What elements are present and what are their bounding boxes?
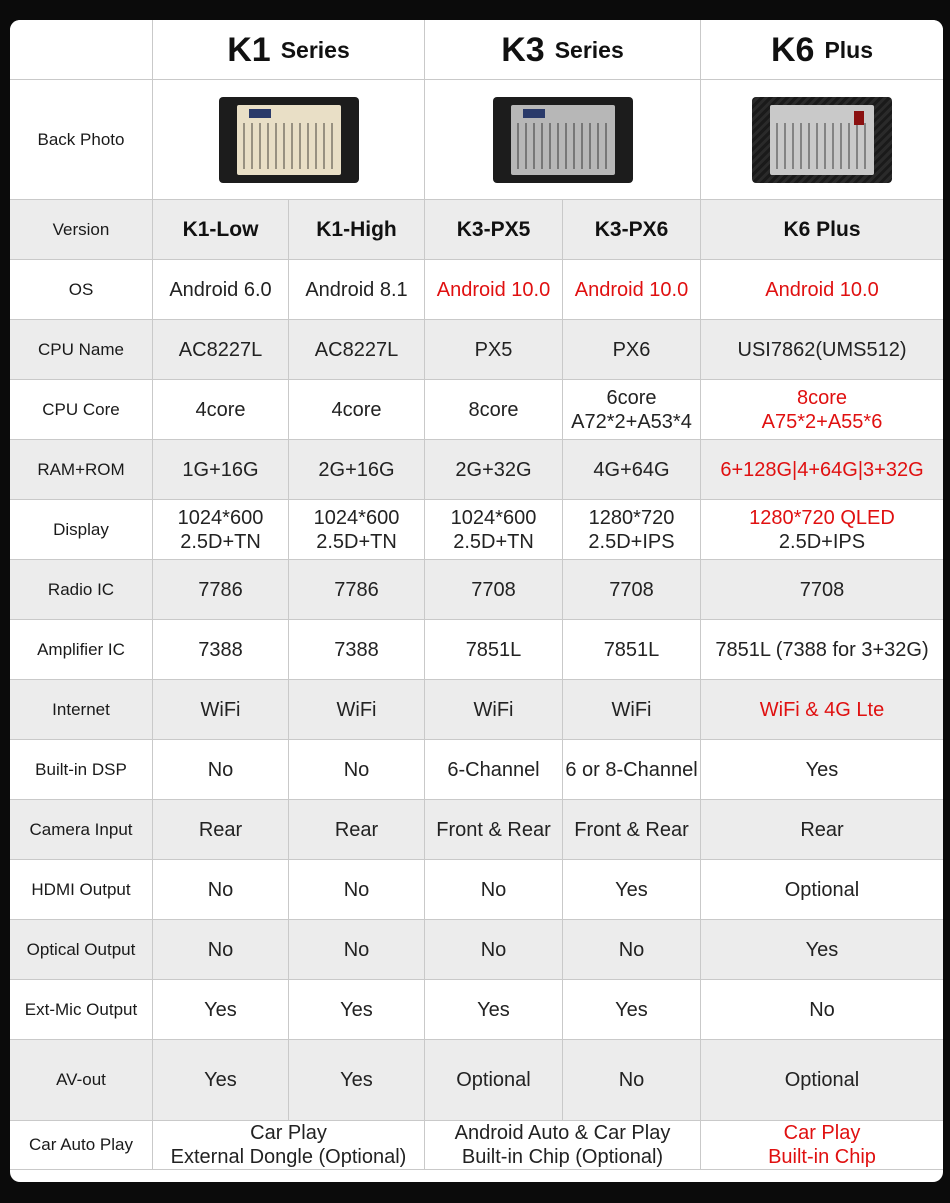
spec-value: 7708 (609, 578, 654, 601)
back-photo-k1 (153, 80, 425, 200)
spec-cell (701, 440, 943, 500)
spec-cell (153, 380, 289, 440)
spec-cell (563, 320, 701, 380)
spec-cell (289, 260, 425, 320)
carplay-k3-line2: Built-in Chip (Optional) (461, 1146, 664, 1168)
spec-cell (153, 1040, 289, 1121)
spec-value: 7851L (465, 638, 522, 661)
spec-cell (153, 560, 289, 620)
spec-value: PX6 (612, 338, 651, 361)
spec-value: Optional (784, 878, 860, 901)
version-k3-px6: K3-PX6 (563, 200, 701, 260)
spec-cell (425, 260, 563, 320)
carplay-k6 (701, 1121, 943, 1170)
spec-cell (425, 920, 563, 980)
spec-value: 7388 (334, 638, 379, 661)
spec-value: WiFi (473, 698, 514, 721)
carplay-k1 (153, 1121, 425, 1170)
spec-value: WiFi (336, 698, 377, 721)
spec-value: Front & Rear (436, 818, 551, 841)
spec-value: 7708 (471, 578, 516, 601)
spec-value: No (207, 758, 234, 781)
spec-cell (289, 680, 425, 740)
row-label-hdmi-output: HDMI Output (10, 860, 153, 920)
series-header-k3: K3 Series (425, 20, 701, 80)
spec-value: WiFi & 4G Lte (759, 698, 885, 721)
version-k3-px5: K3-PX5 (425, 200, 563, 260)
spec-value: Yes (477, 998, 510, 1021)
spec-value: 6 or 8-Channel (565, 758, 698, 781)
spec-value: 2G+16G (318, 458, 395, 481)
back-photo-k3 (425, 80, 701, 200)
carplay-k3-line1: Android Auto & Car Play (454, 1122, 671, 1144)
spec-cell (425, 800, 563, 860)
row-label-cpu-name: CPU Name (10, 320, 153, 380)
spec-cell (289, 800, 425, 860)
carplay-k6-line2: Built-in Chip (768, 1146, 876, 1168)
spec-value: Yes (805, 758, 839, 781)
spec-value: 7388 (198, 638, 243, 661)
spec-cell (153, 920, 289, 980)
spec-value: Optional (784, 1069, 860, 1091)
spec-value: No (480, 878, 507, 901)
spec-cell (563, 380, 701, 440)
spec-cell (425, 620, 563, 680)
row-label-ext-mic-output: Ext-Mic Output (10, 980, 153, 1040)
spec-cell (153, 860, 289, 920)
spec-cell (289, 620, 425, 680)
row-label-radio-ic: Radio IC (10, 560, 153, 620)
spec-value: WiFi (611, 698, 652, 721)
spec-value: 1024*600 (450, 506, 537, 529)
comparison-card (10, 20, 943, 1182)
row-label-camera-input: Camera Input (10, 800, 153, 860)
spec-cell (425, 740, 563, 800)
spec-cell (563, 680, 701, 740)
spec-cell (153, 980, 289, 1040)
row-label-back-photo: Back Photo (10, 80, 153, 200)
spec-cell (289, 500, 425, 560)
spec-cell (563, 500, 701, 560)
spec-value: 2.5D+TN (453, 530, 534, 553)
spec-cell (153, 680, 289, 740)
spec-value: Yes (615, 878, 648, 901)
spec-cell (425, 680, 563, 740)
spec-cell (563, 260, 701, 320)
spec-cell (425, 980, 563, 1040)
spec-cell (425, 560, 563, 620)
version-k1-high: K1-High (289, 200, 425, 260)
spec-cell (425, 860, 563, 920)
spec-value: 1280*720 (588, 506, 675, 529)
spec-value: Android 10.0 (765, 278, 879, 301)
spec-cell (701, 560, 943, 620)
head-unit-k6-image (752, 97, 892, 183)
spec-cell (153, 740, 289, 800)
spec-value: No (207, 878, 234, 901)
spec-value: 7786 (334, 578, 379, 601)
spec-value: Rear (198, 818, 243, 841)
spec-cell (153, 500, 289, 560)
header-corner (10, 20, 153, 80)
spec-value: Android 6.0 (169, 278, 272, 301)
spec-cell (425, 380, 563, 440)
spec-value: 6core (606, 386, 657, 409)
spec-cell (701, 980, 943, 1040)
row-label-display: Display (10, 500, 153, 560)
spec-value: Rear (334, 818, 379, 841)
spec-value: Front & Rear (574, 818, 689, 841)
spec-cell (425, 440, 563, 500)
spec-cell (289, 980, 425, 1040)
back-photo-k6 (701, 80, 943, 200)
spec-value: A72*2+A53*4 (571, 410, 692, 433)
spec-cell (701, 380, 943, 440)
spec-value: 1G+16G (182, 458, 259, 481)
row-label-optical-output: Optical Output (10, 920, 153, 980)
spec-value: Yes (204, 1069, 237, 1091)
spec-cell (289, 1040, 425, 1121)
spec-value: 2.5D+TN (180, 530, 261, 553)
spec-cell (289, 380, 425, 440)
row-label-ram-rom: RAM+ROM (10, 440, 153, 500)
spec-cell (153, 620, 289, 680)
spec-value: No (207, 938, 234, 961)
spec-value: WiFi (200, 698, 241, 721)
series-header-k6: K6 Plus (701, 20, 943, 80)
spec-cell (153, 260, 289, 320)
spec-value: 4G+64G (593, 458, 670, 481)
spec-cell (701, 860, 943, 920)
spec-value: 7708 (799, 578, 845, 601)
spec-cell (153, 440, 289, 500)
spec-cell (153, 320, 289, 380)
spec-value: Yes (340, 1069, 373, 1091)
spec-value: Android 10.0 (574, 278, 689, 301)
spec-cell (563, 920, 701, 980)
spec-value: A75*2+A55*6 (761, 410, 883, 433)
spec-value: 7786 (198, 578, 243, 601)
spec-cell (563, 560, 701, 620)
head-unit-k1-image (219, 97, 359, 183)
spec-cell (563, 440, 701, 500)
spec-value: Yes (340, 998, 373, 1021)
spec-cell (425, 500, 563, 560)
spec-value: Yes (204, 998, 237, 1021)
spec-value: Yes (805, 938, 839, 961)
spec-cell (425, 1040, 563, 1121)
spec-cell (563, 620, 701, 680)
spec-value: 4core (331, 398, 382, 421)
row-label-os: OS (10, 260, 153, 320)
row-label-internet: Internet (10, 680, 153, 740)
spec-value: 6-Channel (447, 758, 540, 781)
spec-cell (289, 560, 425, 620)
version-k1-low: K1-Low (153, 200, 289, 260)
spec-value: Android 10.0 (436, 278, 551, 301)
version-k6-plus: K6 Plus (701, 200, 943, 260)
spec-value: No (343, 938, 370, 961)
spec-cell (701, 620, 943, 680)
spec-cell (289, 740, 425, 800)
spec-value: AC8227L (178, 338, 263, 361)
row-label-built-in-dsp: Built-in DSP (10, 740, 153, 800)
spec-value: 8core (468, 398, 519, 421)
row-label-av-out: AV-out (10, 1040, 153, 1121)
spec-value: No (618, 938, 645, 961)
spec-value: Android 8.1 (305, 278, 408, 301)
spec-value: 1024*600 (313, 506, 400, 529)
spec-value: No (480, 938, 507, 961)
spec-value: 1280*720 QLED (749, 506, 895, 529)
row-label-amplifier-ic: Amplifier IC (10, 620, 153, 680)
series-header-k1: K1 Series (153, 20, 425, 80)
spec-cell (701, 260, 943, 320)
row-label-cpu-core: CPU Core (10, 380, 153, 440)
spec-cell (563, 980, 701, 1040)
spec-cell (701, 1040, 943, 1121)
spec-value: Rear (800, 818, 844, 841)
spec-cell (701, 740, 943, 800)
spec-cell (153, 800, 289, 860)
spec-value: USI7862(UMS512) (737, 338, 907, 361)
comparison-table (10, 20, 943, 1170)
head-unit-k3-image (493, 97, 633, 183)
spec-cell (701, 680, 943, 740)
spec-cell (563, 1040, 701, 1121)
spec-value: 2.5D+IPS (778, 530, 866, 553)
carplay-k3 (425, 1121, 701, 1170)
spec-value: Optional (456, 1069, 531, 1091)
row-label-version: Version (10, 200, 153, 260)
spec-value: 4core (195, 398, 246, 421)
spec-cell (289, 860, 425, 920)
spec-cell (563, 740, 701, 800)
spec-cell (289, 920, 425, 980)
spec-value: 6+128G|4+64G|3+32G (720, 458, 924, 481)
carplay-k6-line1: Car Play (783, 1122, 861, 1144)
spec-value: No (343, 878, 370, 901)
spec-cell (289, 320, 425, 380)
spec-value: No (618, 1069, 645, 1091)
spec-cell (563, 860, 701, 920)
spec-value: No (809, 998, 835, 1021)
spec-cell (701, 800, 943, 860)
carplay-k1-line2: External Dongle (Optional) (170, 1146, 407, 1168)
spec-value: 7851L (7388 for 3+32G) (715, 638, 929, 661)
spec-cell (563, 800, 701, 860)
spec-cell (701, 500, 943, 560)
spec-value: AC8227L (314, 338, 399, 361)
spec-cell (701, 920, 943, 980)
spec-value: 7851L (603, 638, 660, 661)
carplay-k1-line1: Car Play (250, 1122, 327, 1144)
spec-value: 1024*600 (177, 506, 264, 529)
spec-value: 2G+32G (455, 458, 532, 481)
spec-value: 2.5D+TN (316, 530, 397, 553)
spec-cell (701, 320, 943, 380)
spec-value: Yes (615, 998, 648, 1021)
spec-cell (425, 320, 563, 380)
row-label-car-auto-play: Car Auto Play (10, 1121, 153, 1170)
spec-value: PX5 (474, 338, 513, 361)
spec-value: 8core (796, 386, 848, 409)
spec-value: No (343, 758, 370, 781)
spec-value: 2.5D+IPS (588, 530, 675, 553)
spec-cell (289, 440, 425, 500)
